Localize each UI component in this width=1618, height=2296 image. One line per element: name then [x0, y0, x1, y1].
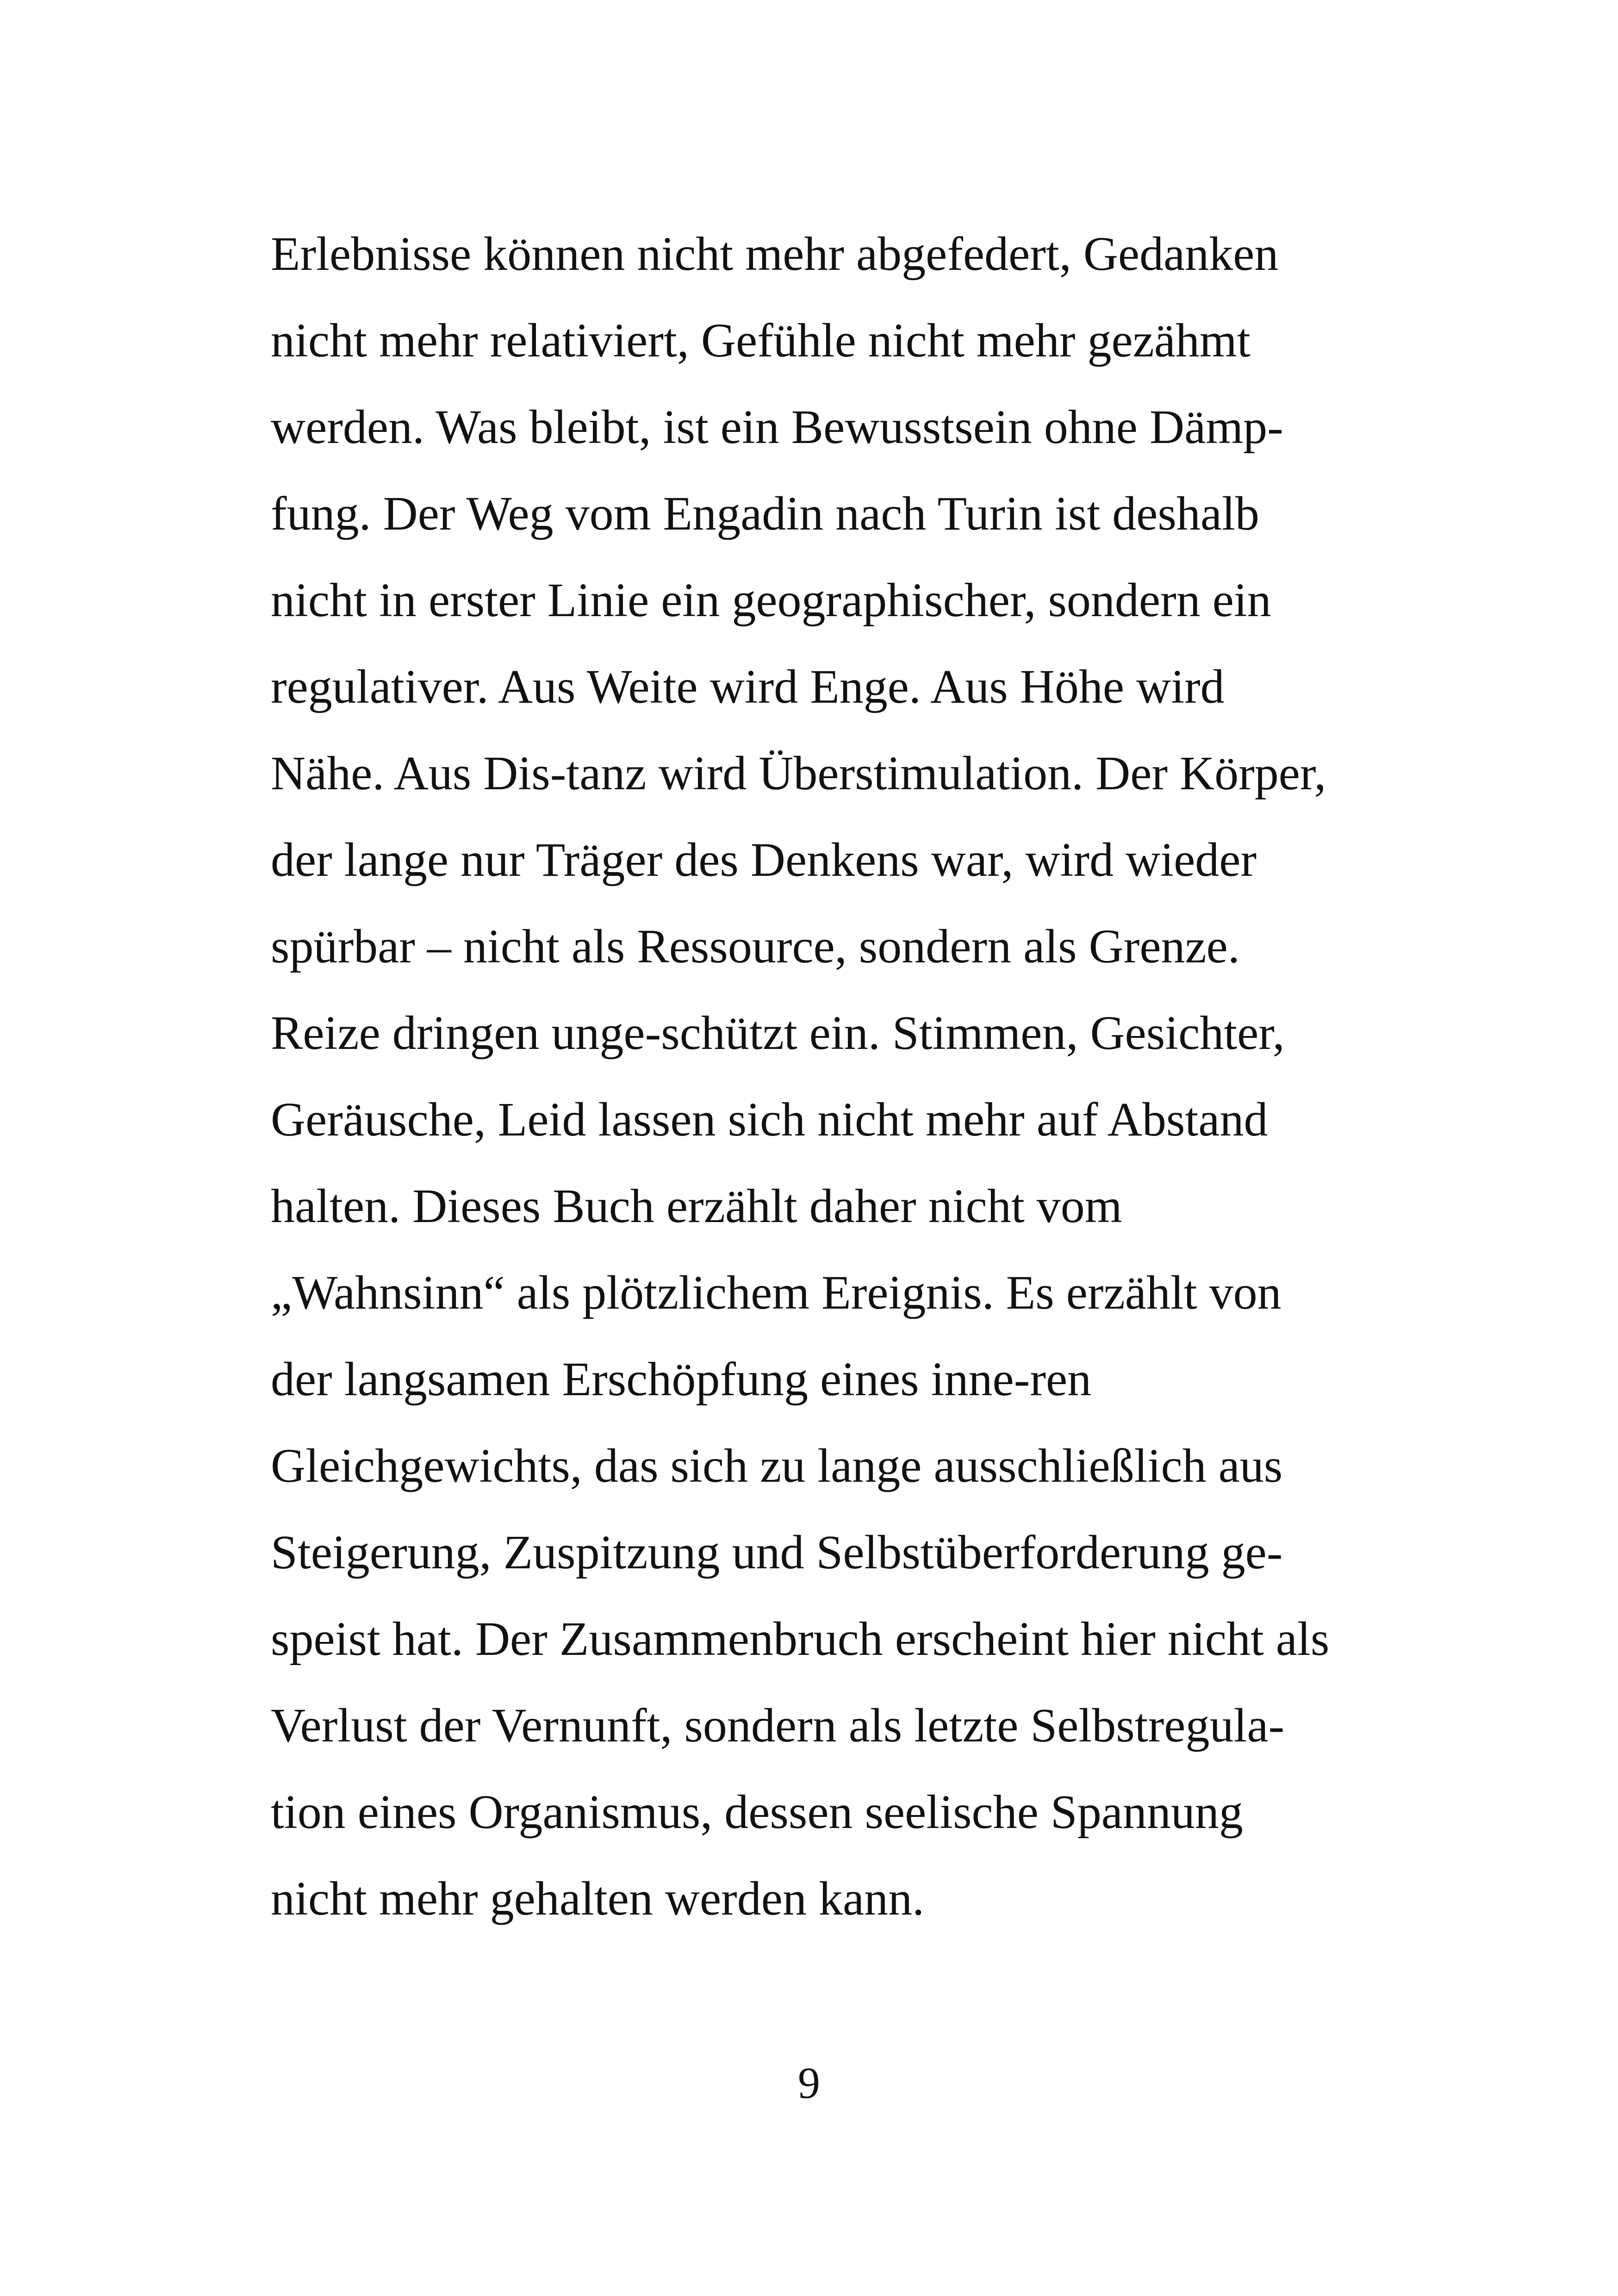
- text-line: „Wahnsinn“ als plötzlichem Ereignis. Es erzählt von: [271, 1266, 1282, 1319]
- text-line: Steigerung, Zuspitzung und Selbstüberforderung ge-: [271, 1526, 1283, 1579]
- text-line: werden. Was bleibt, ist ein Bewusstsein ohne Dämp-: [271, 400, 1283, 454]
- text-line: Erlebnisse können nicht mehr abgefedert, Gedanken: [271, 227, 1279, 281]
- text-line: Verlust der Vernunft, sondern als letzte Selbstregula-: [271, 1699, 1285, 1752]
- text-line: tion eines Organismus, dessen seelische Spannung: [271, 1785, 1243, 1839]
- text-line: fung. Der Weg vom Engadin nach Turin ist deshalb: [271, 487, 1259, 540]
- text-line: Reize dringen unge-schützt ein. Stimmen, Gesichter,: [271, 1006, 1285, 1060]
- text-line: nicht mehr relativiert, Gefühle nicht mehr gezähmt: [271, 314, 1251, 367]
- text-line: regulativer. Aus Weite wird Enge. Aus Höhe wird: [271, 660, 1225, 713]
- body-text: [271, 211, 1409, 1942]
- text-line: Gleichgewichts, das sich zu lange ausschließlich aus: [271, 1439, 1283, 1492]
- text-line: halten. Dieses Buch erzählt daher nicht vom: [271, 1179, 1122, 1233]
- text-line: nicht mehr gehalten werden kann.: [271, 1872, 925, 1925]
- text-line: der langsamen Erschöpfung eines inne-ren: [271, 1353, 1092, 1406]
- text-line: nicht in erster Linie ein geographischer, sondern ein: [271, 574, 1271, 627]
- text-line: der lange nur Träger des Denkens war, wird wieder: [271, 833, 1257, 886]
- text-line: Nähe. Aus Dis-tanz wird Überstimulation. Der Körper,: [271, 747, 1326, 800]
- text-line: speist hat. Der Zusammenbruch erscheint hier nicht als: [271, 1612, 1330, 1666]
- page-number: 9: [798, 2058, 820, 2108]
- text-line: spürbar – nicht als Ressource, sondern als Grenze.: [271, 920, 1240, 973]
- text-line: Geräusche, Leid lassen sich nicht mehr auf Abstand: [271, 1093, 1268, 1146]
